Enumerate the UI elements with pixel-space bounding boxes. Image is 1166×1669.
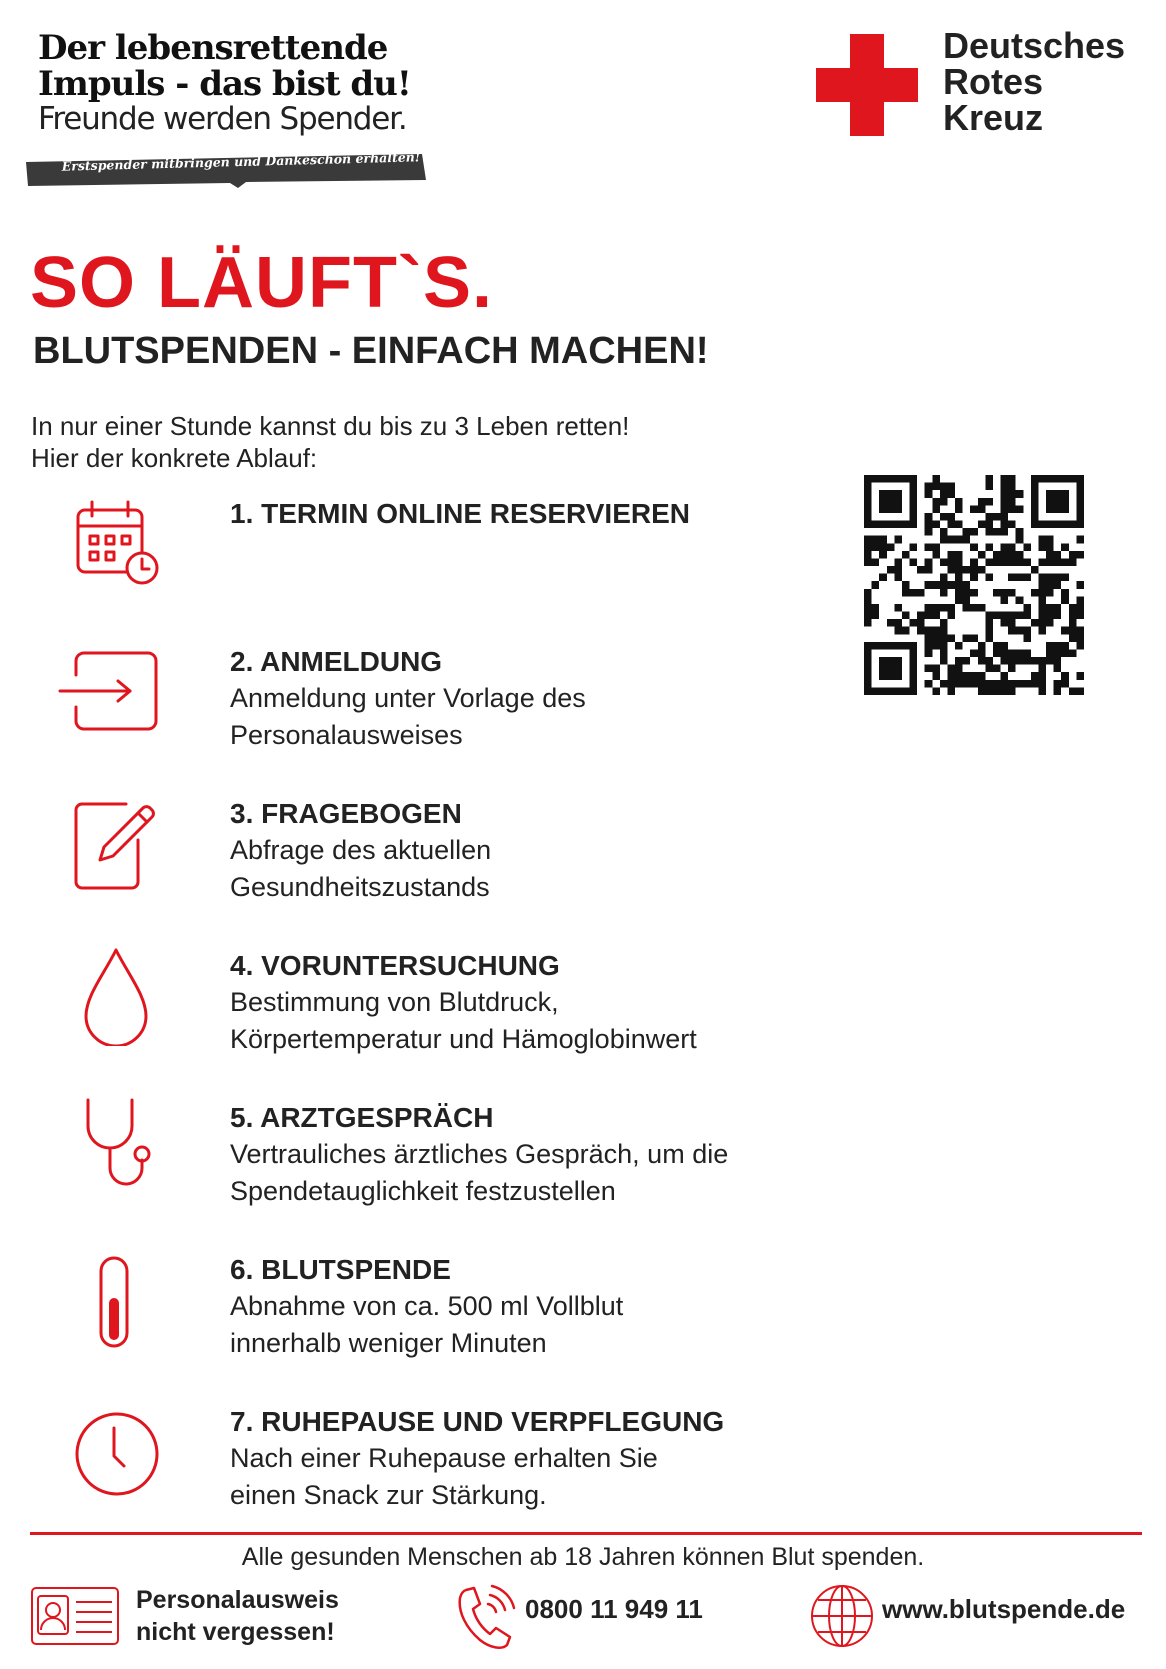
campaign-banner-text: Erstspender mitbringen und Dankeschön erhalten! xyxy=(61,149,421,174)
phone-icon xyxy=(452,1582,516,1652)
step-3 xyxy=(230,796,850,906)
globe-icon xyxy=(808,1582,876,1650)
step-title: 6. BLUTSPENDE xyxy=(230,1254,451,1285)
qr-code-icon xyxy=(864,475,1084,695)
organization-name-line-2: Rotes xyxy=(943,61,1044,102)
step-1 xyxy=(230,496,850,532)
step-4 xyxy=(230,948,850,1058)
step-description: Vertrauliches ärztliches Gespräch, um die Spendetauglichkeit festzustellen xyxy=(230,1139,729,1206)
step-6 xyxy=(230,1252,850,1362)
step-title: 5. ARZTGESPRÄCH xyxy=(230,1102,494,1133)
campaign-logo xyxy=(38,30,428,200)
campaign-line-2: Impuls - das bist du! xyxy=(38,64,411,104)
hotline-number[interactable]: 0800 11 949 11 xyxy=(525,1594,703,1624)
page-title: SO LÄUFT`S. xyxy=(30,243,493,323)
red-cross-icon xyxy=(816,34,918,136)
blood-tube-icon xyxy=(56,1252,166,1352)
step-description: Anmeldung unter Vorlage des Personalausweises xyxy=(230,683,586,750)
footer-divider xyxy=(30,1532,1142,1535)
id-reminder-line-1: Personalausweis xyxy=(136,1586,339,1614)
step-title: 4. VORUNTERSUCHUNG xyxy=(230,950,560,981)
organization-name-line-3: Kreuz xyxy=(943,97,1044,138)
step-5 xyxy=(230,1100,850,1210)
sign-in-icon xyxy=(56,645,166,745)
id-reminder xyxy=(136,1584,339,1648)
id-card-icon xyxy=(30,1586,120,1646)
id-reminder-line-2: nicht vergessen! xyxy=(136,1618,335,1646)
step-7 xyxy=(230,1404,850,1514)
organization-name-line-1: Deutsches xyxy=(943,25,1126,66)
campaign-line-3: Freunde werden Spender. xyxy=(38,101,407,137)
organization-name xyxy=(943,25,1126,138)
stethoscope-icon xyxy=(56,1098,166,1198)
blood-drop-icon xyxy=(56,946,166,1046)
page-subtitle: BLUTSPENDEN - EINFACH MACHEN! xyxy=(33,330,709,372)
questionnaire-pencil-icon xyxy=(56,796,166,896)
step-description: Bestimmung von Blutdruck, Körpertemperatur und Hämoglobinwert xyxy=(230,987,697,1054)
eligibility-note: Alle gesunden Menschen ab 18 Jahren können Blut spenden. xyxy=(241,1543,925,1571)
step-description: Abnahme von ca. 500 ml Vollblut innerhalb weniger Minuten xyxy=(230,1291,624,1358)
website-link[interactable]: www.blutspende.de xyxy=(882,1594,1126,1624)
intro-line-1: In nur einer Stunde kannst du bis zu 3 Leben retten! xyxy=(31,411,630,441)
step-title: 2. ANMELDUNG xyxy=(230,646,443,677)
step-title: 7. RUHEPAUSE UND VERPFLEGUNG xyxy=(230,1406,725,1437)
clock-icon xyxy=(56,1404,166,1504)
intro-line-2: Hier der konkrete Ablauf: xyxy=(31,443,318,473)
step-2 xyxy=(230,644,850,754)
calendar-clock-icon xyxy=(56,496,166,596)
step-title: 1. TERMIN ONLINE RESERVIEREN xyxy=(230,498,691,529)
step-description: Nach einer Ruhepause erhalten Sie einen Snack zur Stärkung. xyxy=(230,1443,658,1510)
step-title: 3. FRAGEBOGEN xyxy=(230,798,462,829)
intro-text xyxy=(31,410,629,474)
campaign-line-1: Der lebensrettende xyxy=(38,28,388,68)
step-description: Abfrage des aktuellen Gesundheitszustands xyxy=(230,835,492,902)
